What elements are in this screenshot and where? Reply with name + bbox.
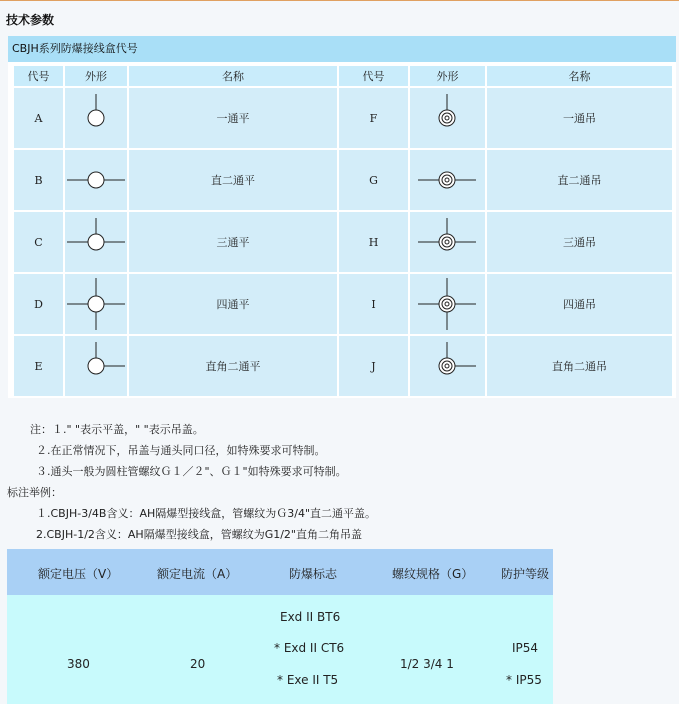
notes-block — [0, 419, 679, 545]
protection-value: * IP55 — [506, 673, 542, 687]
shape-cell — [65, 212, 127, 272]
table-row — [14, 212, 672, 272]
hanging-four-way-icon — [410, 274, 485, 334]
shape-cell — [410, 336, 485, 396]
table-caption: CBJH系列防爆接线盒代号 — [8, 36, 676, 62]
name-cell: 四通吊 — [487, 274, 672, 334]
name-cell: 四通平 — [129, 274, 337, 334]
header-voltage: 额定电压（V） — [38, 567, 119, 581]
code-cell: B — [14, 150, 63, 210]
code-table — [12, 64, 674, 398]
code-cell: F — [339, 88, 408, 148]
header-code: 代号 — [339, 66, 408, 86]
code-cell: G — [339, 150, 408, 210]
shape-cell — [65, 274, 127, 334]
note-1: 注：１." "表示平盖，" "表示吊盖。 — [30, 423, 204, 436]
hanging-one-way-icon — [410, 88, 485, 148]
name-cell: 一通吊 — [487, 88, 672, 148]
header-shape: 外形 — [410, 66, 485, 86]
code-cell: C — [14, 212, 63, 272]
name-cell: 三通吊 — [487, 212, 672, 272]
table-row — [14, 88, 672, 148]
code-cell: I — [339, 274, 408, 334]
code-cell: E — [14, 336, 63, 396]
thread-value: 1/2 3/4 1 — [400, 657, 454, 671]
shape-cell — [65, 336, 127, 396]
shape-cell — [65, 88, 127, 148]
marking-value: * Exd II CT6 — [274, 641, 345, 655]
header-protection: 防护等级 — [501, 567, 550, 581]
header-current: 额定电流（A） — [157, 567, 238, 581]
name-cell: 直二通吊 — [487, 150, 672, 210]
flat-three-way-icon — [65, 212, 127, 272]
table-row — [14, 150, 672, 210]
note-2: ２.在正常情况下，吊盖与通头同口径，如特殊要求可特制。 — [36, 444, 326, 457]
header-marking: 防爆标志 — [289, 567, 338, 581]
code-cell: A — [14, 88, 63, 148]
code-table-header-row — [14, 66, 672, 86]
table-row — [14, 336, 672, 396]
spec-header-row — [7, 549, 553, 595]
example-label: 标注举例： — [7, 486, 62, 499]
section-title: 技术参数 — [6, 13, 55, 27]
current-value: 20 — [190, 657, 206, 671]
flat-one-way-icon — [65, 88, 127, 148]
marking-value: * Exe II T5 — [277, 673, 339, 687]
header-name: 名称 — [487, 66, 672, 86]
code-cell: H — [339, 212, 408, 272]
hanging-straight-two-way-icon — [410, 150, 485, 210]
name-cell: 直角二通平 — [129, 336, 337, 396]
marking-value: Exd II BT6 — [280, 610, 341, 624]
hanging-right-angle-two-way-icon — [410, 336, 485, 396]
header-thread: 螺纹规格（G） — [392, 567, 474, 581]
voltage-value: 380 — [67, 657, 90, 671]
shape-cell — [410, 150, 485, 210]
shape-cell — [65, 150, 127, 210]
flat-straight-two-way-icon — [65, 150, 127, 210]
example-1: １.CBJH-3/4B含义：AH隔爆型接线盒，管螺纹为Ｇ3/4"直二通平盖。 — [36, 507, 377, 520]
table-row — [14, 274, 672, 334]
flat-four-way-icon — [65, 274, 127, 334]
code-cell: D — [14, 274, 63, 334]
flat-right-angle-two-way-icon — [65, 336, 127, 396]
example-2: 2.CBJH-1/2含义：AH隔爆型接线盒，管螺纹为G1/2"直角二角吊盖 — [36, 528, 362, 541]
name-cell: 直二通平 — [129, 150, 337, 210]
note-3: ３.通头一般为圆柱管螺纹Ｇ１／２"、Ｇ１"如特殊要求可特制。 — [36, 465, 347, 478]
header-code: 代号 — [14, 66, 63, 86]
header-shape: 外形 — [65, 66, 127, 86]
shape-cell — [410, 274, 485, 334]
shape-cell — [410, 212, 485, 272]
spec-table — [7, 549, 553, 704]
name-cell: 直角二通吊 — [487, 336, 672, 396]
code-cell: J — [339, 336, 408, 396]
name-cell: 一通平 — [129, 88, 337, 148]
spec-body-row — [7, 595, 553, 704]
shape-cell — [410, 88, 485, 148]
hanging-three-way-icon — [410, 212, 485, 272]
header-name: 名称 — [129, 66, 337, 86]
code-table-panel — [8, 36, 676, 398]
name-cell: 三通平 — [129, 212, 337, 272]
protection-value: IP54 — [512, 641, 539, 655]
top-border-line — [0, 0, 679, 1]
